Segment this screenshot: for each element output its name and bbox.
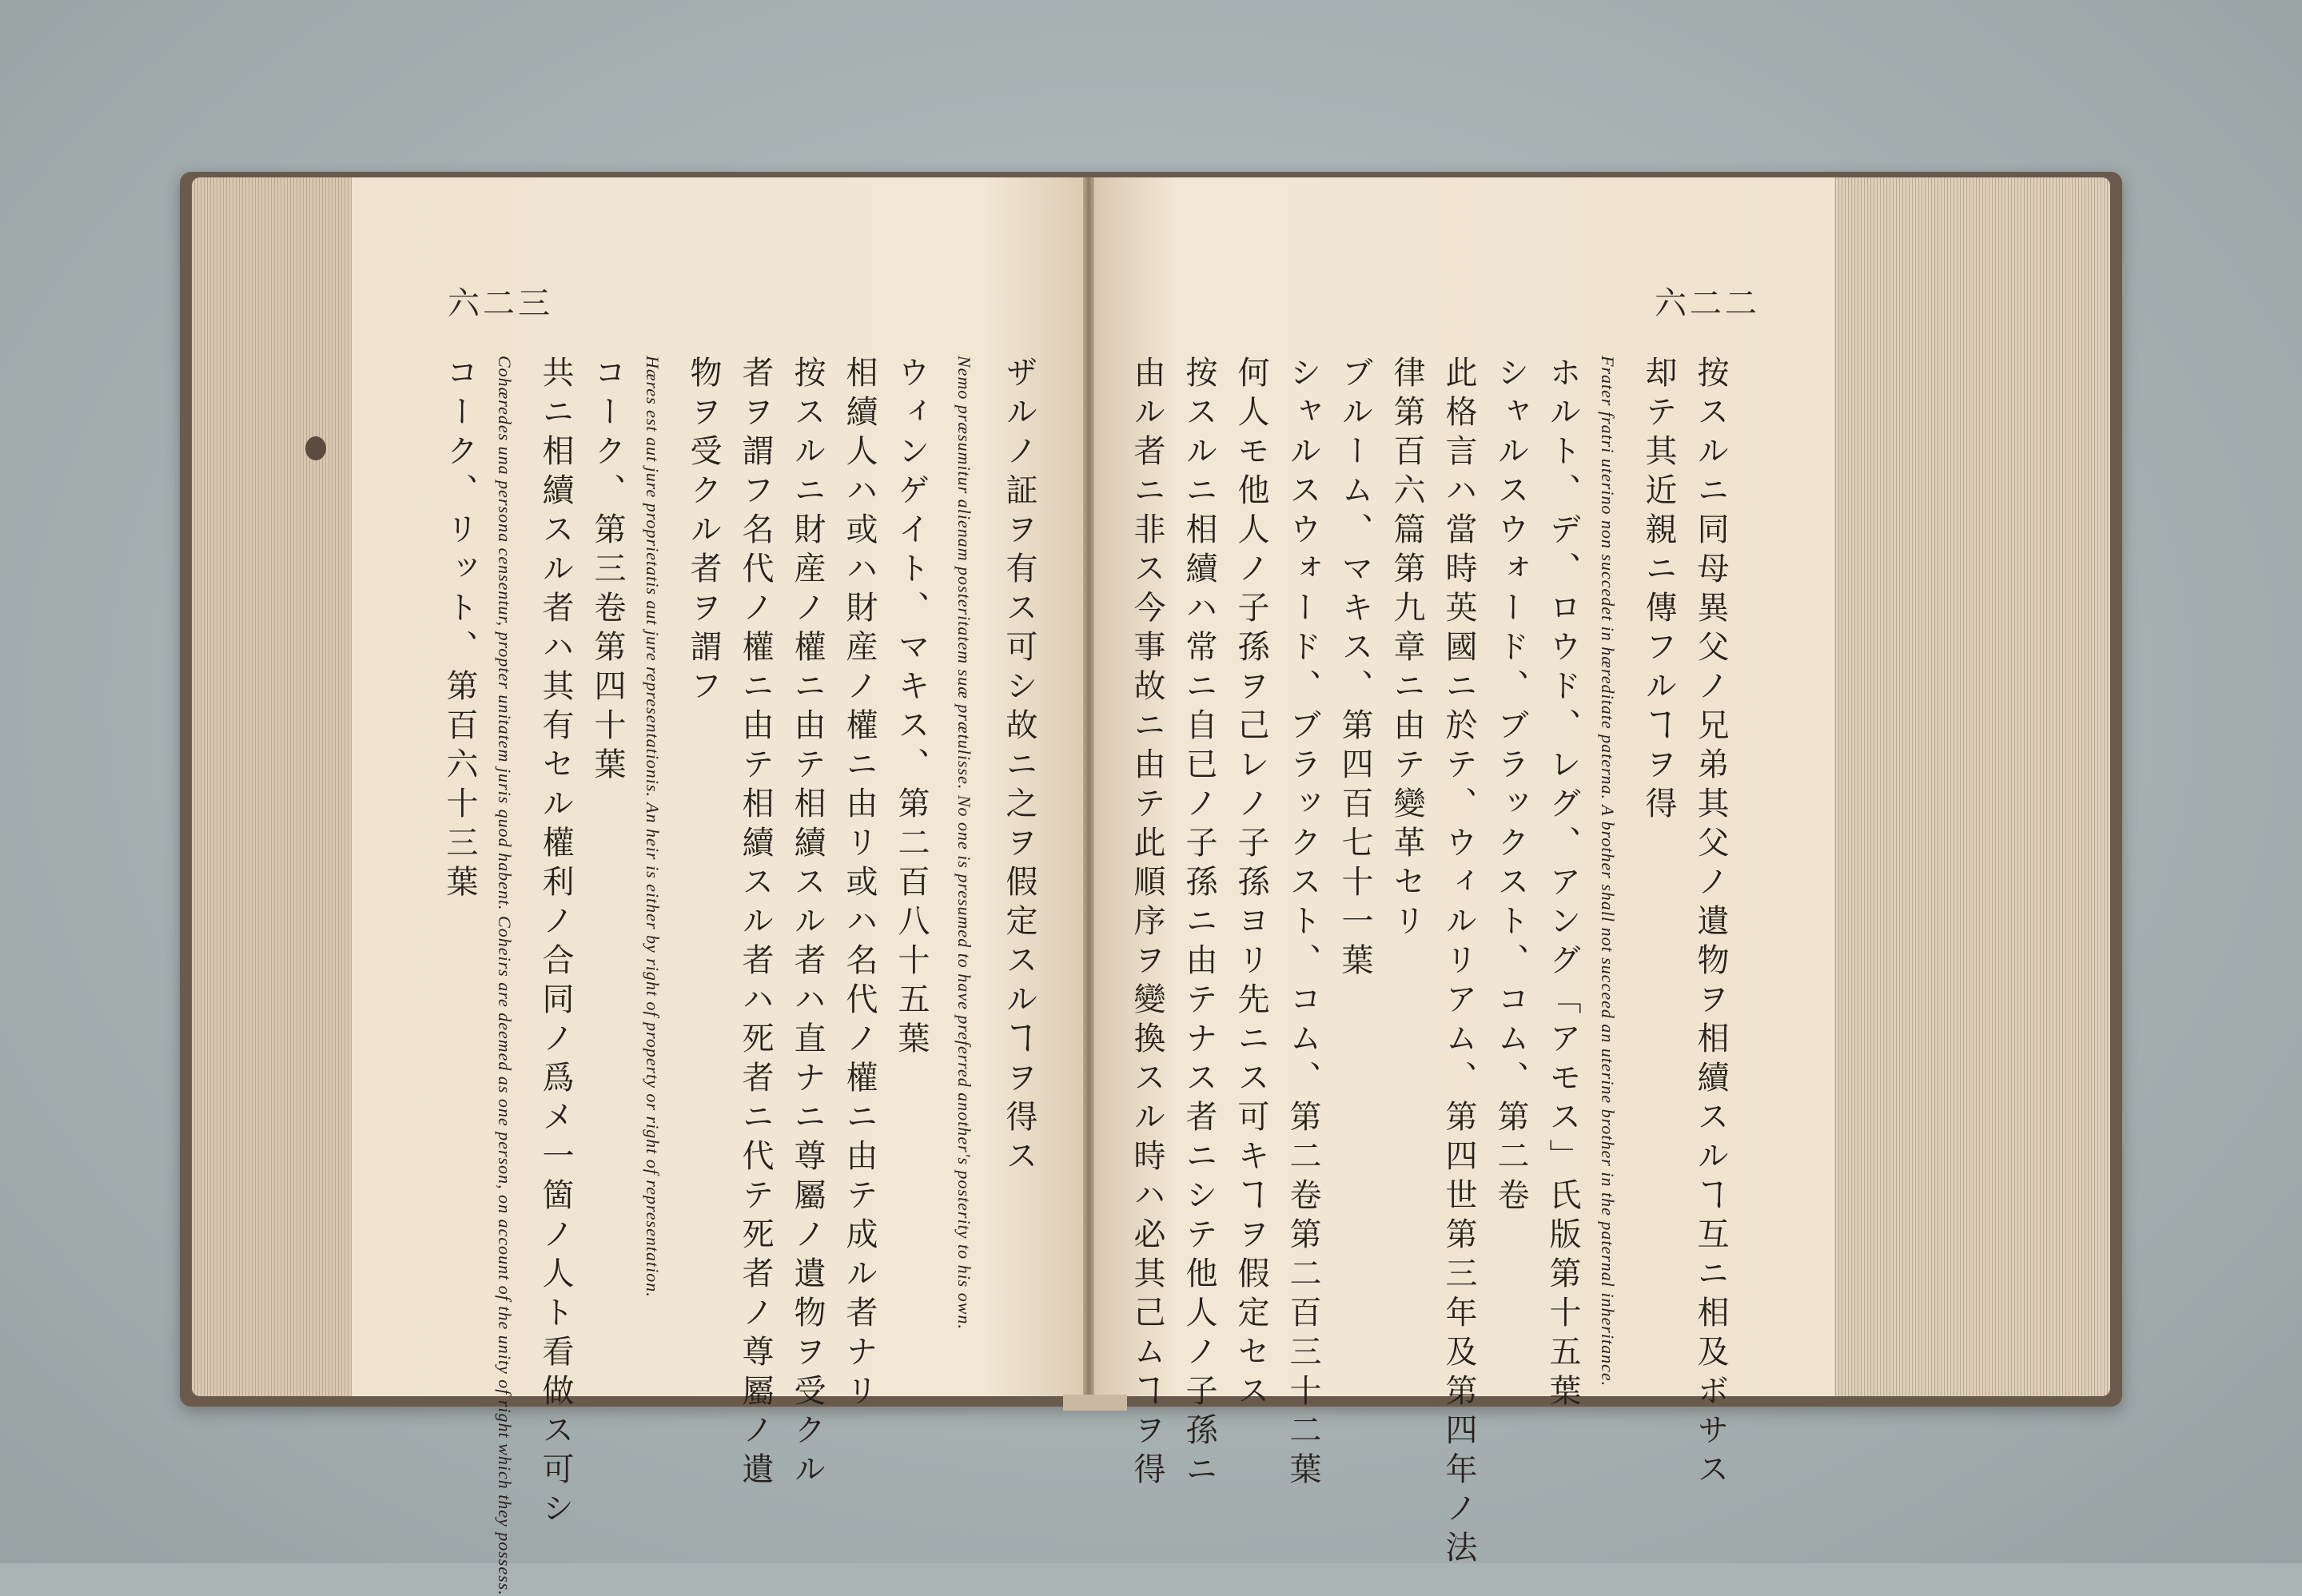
left-page-number: 六二三 — [448, 285, 553, 322]
left-col-5: 按スルニ財産ノ權ニ由テ相續スル者ハ直ナニ尊屬ノ遺物ヲ受クル — [789, 356, 826, 1491]
left-col-4: 相續人ハ或ハ財産ノ權ニ由リ或ハ名代ノ權ニ由テ成ル者ナリ — [841, 356, 878, 1413]
right-col-10: 何人モ他人ノ子孫ヲ己レノ子孫ヨリ先ニス可キヿヲ假定セス — [1233, 356, 1269, 1413]
left-col-1: ザルノ証ヲ有ス可シ故ニ之ヲ假定スルヿヲ得ス — [1001, 356, 1037, 1178]
right-col-5: シャルスウォード、ブラックスト、コム、第二卷 — [1492, 356, 1529, 1217]
left-col-3: ウィンゲイト、マキス、第二百八十五葉 — [893, 356, 930, 1061]
right-col-1: 按スルニ同母異父ノ兄弟其父ノ遺物ヲ相續スルヿ互ニ相及ボサス — [1692, 356, 1729, 1491]
page-edges-left — [192, 177, 368, 1396]
left-col-9: コーク、第三卷第四十葉 — [589, 356, 626, 786]
left-col-12: コーク、リット、第百六十三葉 — [441, 356, 478, 904]
right-col-3: Frater fratri uterino non succedet in hæreditate paterna. A brother shall not succeed an uterine brother in the paternal inheritance. — [1598, 356, 1618, 1387]
right-col-8: ブルーム、マキス、第四百七十一葉 — [1336, 356, 1373, 982]
left-col-7: 物ヲ受クル者ヲ謂フ — [685, 356, 722, 708]
page-hole — [305, 436, 326, 460]
right-col-6: 此格言ハ當時英國ニ於テ、ウィルリアム、第四世第三年及第四年ノ法 — [1440, 356, 1477, 1570]
left-col-8: Hæres est aut jure proprietatis aut jure representationis. An heir is either by right of property or right of representation. — [643, 356, 663, 1298]
right-page-number: 六二二 — [1655, 285, 1760, 322]
left-col-11: Cohæredes una persona censentur, propter unitatem juris quod habent. Coheirs are deemed as one person, on account of the unity of right which they possess. — [495, 356, 515, 1596]
page-edges-right — [1826, 177, 2110, 1396]
right-col-4: ホルト、デ、ロウド、レグ、アング「アモス」氏版第十五葉 — [1544, 356, 1581, 1413]
left-col-6: 者ヲ謂フ名代ノ權ニ由テ相續スル者ハ死者ニ代テ死者ノ尊屬ノ遺 — [737, 356, 774, 1491]
spine-bottom — [1063, 1395, 1127, 1411]
book-gutter — [1083, 177, 1094, 1396]
right-col-12: 由ル者ニ非ス今事故ニ由テ此順序ヲ變換スル時ハ必其己ムヿヲ得 — [1129, 356, 1165, 1491]
right-col-11: 按スルニ相續ハ常ニ自已ノ子孫ニ由テナス者ニシテ他人ノ子孫ニ — [1181, 356, 1217, 1491]
left-col-10: 共ニ相續スル者ハ其有セル權利ノ合同ノ爲メ一箇ノ人ト看做ス可シ — [537, 356, 574, 1530]
right-col-9: シャルスウォード、ブラックスト、コム、第二卷第二百三十二葉 — [1284, 356, 1321, 1491]
left-col-2: Nemo præsumitur alienam posteritatem suæ prætulisse. No one is presumed to have preferred another's posterity to his own. — [954, 356, 974, 1330]
right-col-2: 却テ其近親ニ傳フルヿヲ得 — [1640, 356, 1677, 826]
right-col-7: 律第百六篇第九章ニ由テ變革セリ — [1388, 356, 1425, 943]
